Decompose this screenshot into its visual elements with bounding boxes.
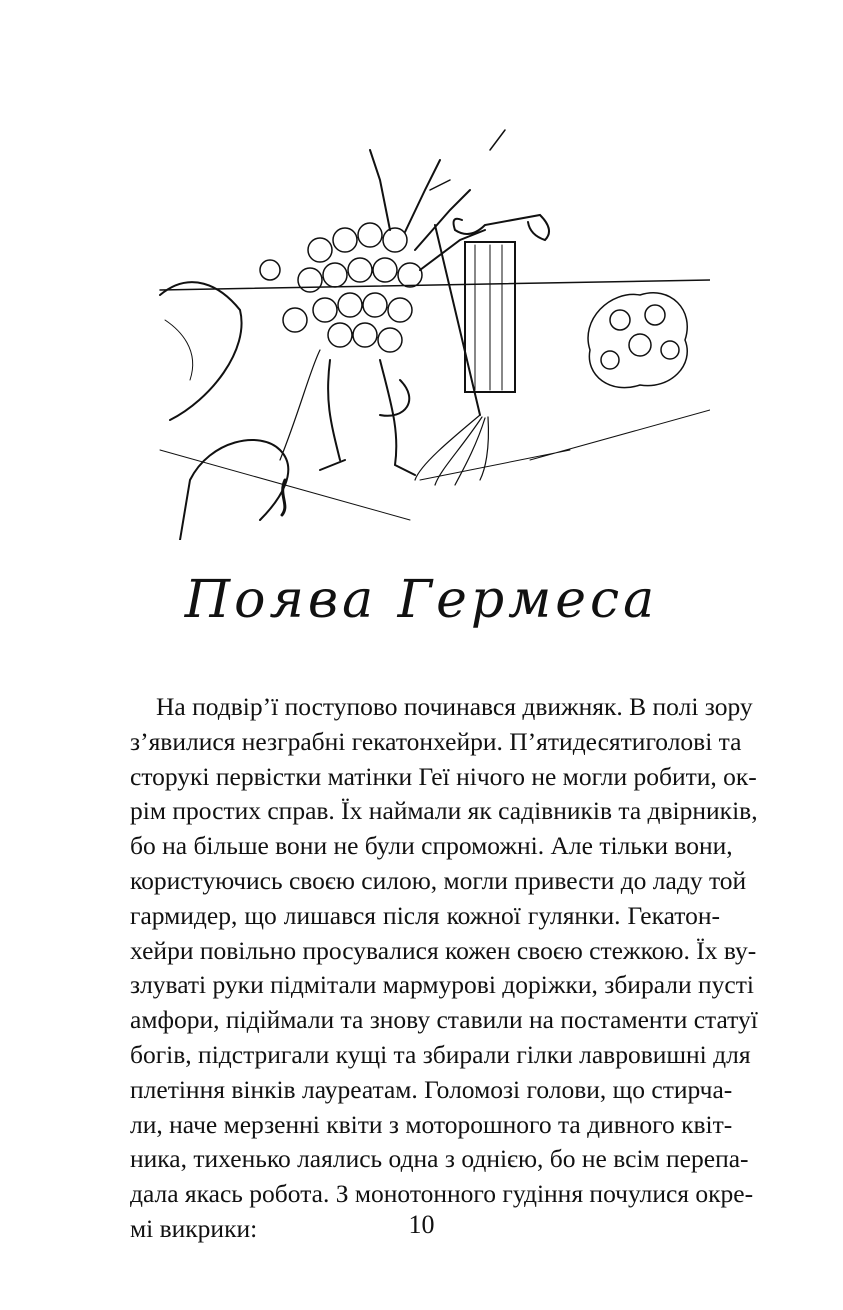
text-line: бо на більше вони не були спроможні. Але тільки вони, (130, 831, 733, 861)
text-line: хейри повільно просувалися кожен своєю стежкою. Їх ву- (130, 935, 757, 965)
text-line: злуваті руки підмітали мармурові доріжки, збирали пусті (130, 970, 754, 1000)
chapter-body-text (130, 690, 758, 1247)
text-line: користуючись своєю силою, могли привести до ладу той (130, 865, 747, 895)
text-line: ника, тихенько лаялись одна з однією, бо не всім перепа- (130, 1144, 749, 1174)
text-line: з’явилися незграбні гекатонхейри. П’ятидесятиголові та (130, 726, 742, 756)
hekatoncheires-illustration (150, 120, 710, 540)
text-line: мі викрики: (130, 1213, 258, 1243)
chapter-title: Поява Гермеса (184, 570, 659, 630)
text-line: плетіння вінків лауреатам. Голомозі голови, що стирча- (130, 1074, 733, 1104)
text-line: рім простих справ. Їх наймали як садівників та двірників, (130, 796, 758, 826)
text-line: дала якась робота. З монотонного гудіння почулися окре- (130, 1179, 754, 1209)
text-line: амфори, підіймали та знову ставили на постаменти статуї (130, 1005, 758, 1035)
text-line: ли, наче мерзенні квіти з моторошного та дивного квіт- (130, 1109, 733, 1139)
text-line: богів, підстригали кущі та збирали гілки лавровишні для (130, 1039, 751, 1069)
text-line: На подвір’ї поступово починався движняк. В полі зору (156, 692, 753, 721)
text-line: гармидер, що лишався після кожної гулянки. Гекатон- (130, 900, 720, 930)
text-line: сторукі первістки матінки Геї нічого не могли робити, ок- (130, 761, 757, 791)
page-number: 10 (408, 1210, 435, 1239)
